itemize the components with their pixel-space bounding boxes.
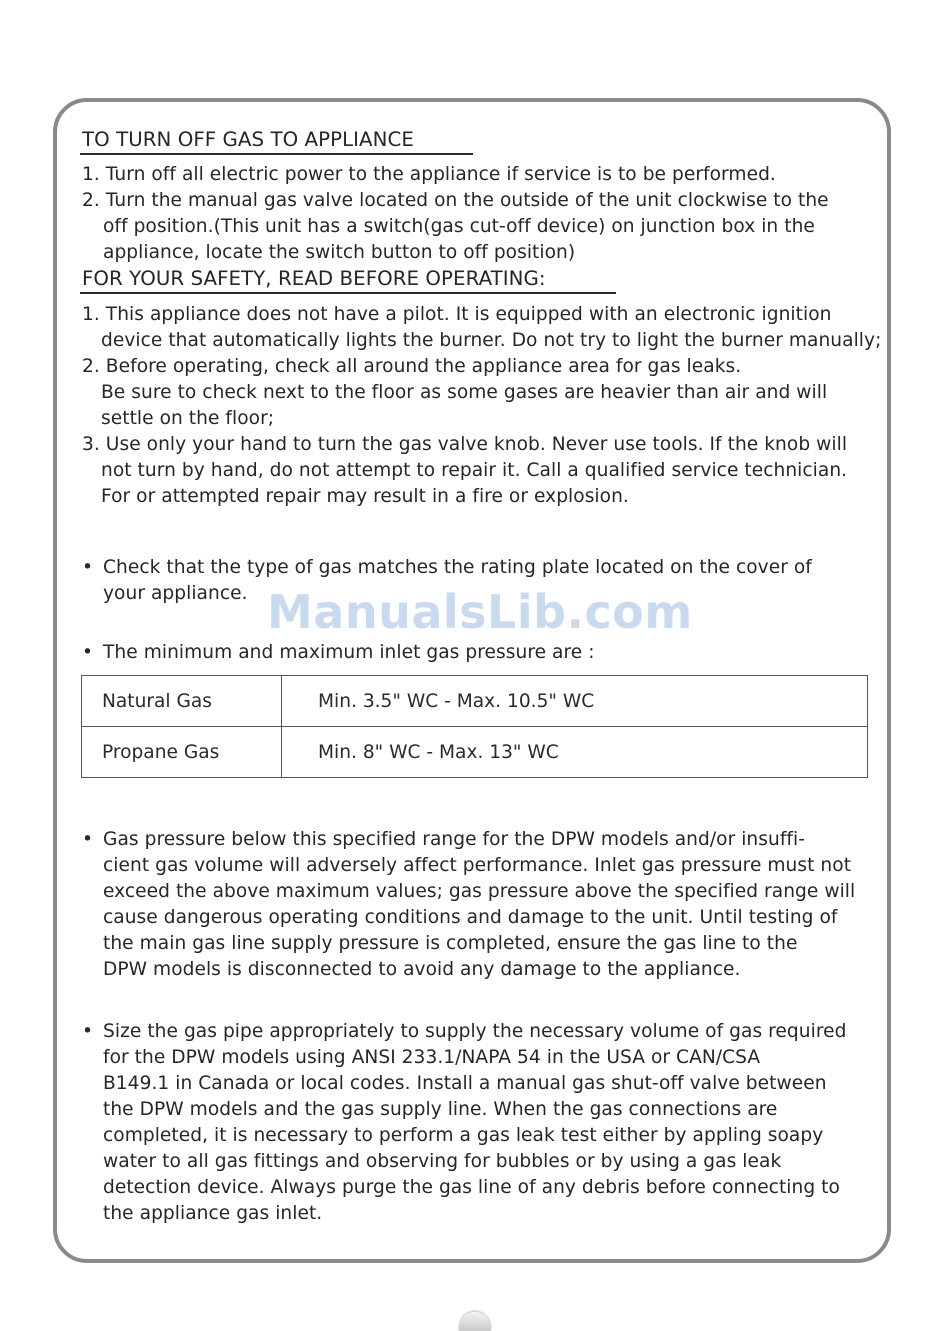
safety-heading-underline [80,292,616,294]
bullet-below-line: exceed the above maximum values; gas pressure above the specified range will [103,881,856,902]
bullet-below-line: cause dangerous operating conditions and damage to the unit. Until testing of [103,907,838,928]
bullet-marker: • [82,829,94,850]
safety-step: 2. Before operating, check all around the appliance area for gas leaks. [82,356,742,377]
turn-off-heading: TO TURN OFF GAS TO APPLIANCE [82,128,414,151]
bullet-below-line: cient gas volume will adversely affect performance. Inlet gas pressure must not [103,855,852,876]
safety-step: device that automatically lights the burner. Do not try to light the burner manually; [101,330,882,351]
safety-step: 1. This appliance does not have a pilot. It is equipped with an electronic ignition [82,304,832,325]
bullet-size-line: water to all gas fittings and observing for bubbles or by using a gas leak [103,1151,782,1172]
bullet-marker: • [82,1021,94,1042]
turn-off-step: off position.(This unit has a switch(gas cut-off device) on junction box in the [103,216,815,237]
pressure-range-cell: Min. 3.5" WC - Max. 10.5" WC [282,676,868,727]
safety-heading: FOR YOUR SAFETY, READ BEFORE OPERATING: [82,267,546,290]
gas-type-cell: Propane Gas [82,727,282,778]
bullet-size-line: for the DPW models using ANSI 233.1/NAPA 54 in the USA or CAN/CSA [103,1047,761,1068]
bullet-size-line: the appliance gas inlet. [103,1203,323,1224]
table-row [82,676,868,727]
bullet-size-line: B149.1 in Canada or local codes. Install a manual gas shut-off valve between [103,1073,827,1094]
turn-off-step: 2. Turn the manual gas valve located on the outside of the unit clockwise to the [82,190,829,211]
bullet-check-line: your appliance. [103,583,248,604]
bullet-below-line: the main gas line supply pressure is completed, ensure the gas line to the [103,933,798,954]
turn-off-step: 1. Turn off all electric power to the appliance if service is to be performed. [82,164,776,185]
safety-step: 3. Use only your hand to turn the gas valve knob. Never use tools. If the knob will [82,434,848,455]
gas-type-cell: Natural Gas [82,676,282,727]
turn-off-heading-underline [80,153,473,155]
bullet-check-line: Check that the type of gas matches the rating plate located on the cover of [103,557,812,578]
bullet-pressure-line: The minimum and maximum inlet gas pressure are : [103,642,595,663]
safety-step: not turn by hand, do not attempt to repair it. Call a qualified service technician. [101,460,848,481]
turn-off-step: appliance, locate the switch button to off position) [103,242,576,263]
bullet-size-line: completed, it is necessary to perform a gas leak test either by appling soapy [103,1125,824,1146]
bullet-marker: • [82,557,94,578]
bullet-below-line: Gas pressure below this specified range for the DPW models and/or insuffi- [103,829,806,850]
table-row [82,727,868,778]
bullet-size-line: detection device. Always purge the gas line of any debris before connecting to [103,1177,840,1198]
safety-step: settle on the floor; [101,408,275,429]
gas-pressure-table [81,675,868,778]
watermark: ManualsLib.com [267,585,693,639]
page-tab [459,1312,491,1331]
safety-step: Be sure to check next to the floor as some gases are heavier than air and will [101,382,828,403]
bullet-below-line: DPW models is disconnected to avoid any damage to the appliance. [103,959,741,980]
bullet-marker: • [82,642,94,663]
safety-step: For or attempted repair may result in a fire or explosion. [101,486,629,507]
bullet-size-line: the DPW models and the gas supply line. When the gas connections are [103,1099,778,1120]
pressure-range-cell: Min. 8" WC - Max. 13" WC [282,727,868,778]
bullet-size-line: Size the gas pipe appropriately to supply the necessary volume of gas required [103,1021,847,1042]
